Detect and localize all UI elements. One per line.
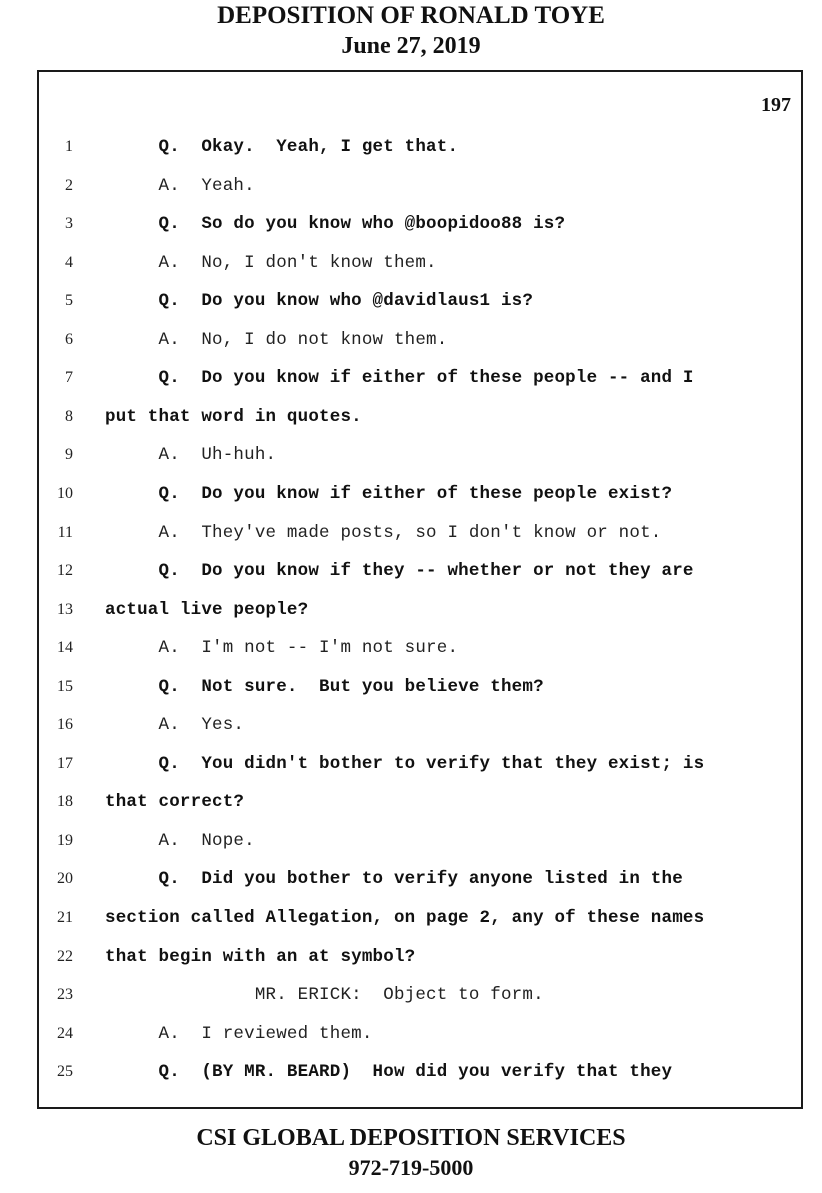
line-number: 12 xyxy=(57,562,73,580)
transcript-line xyxy=(39,668,801,706)
line-number: 13 xyxy=(57,600,73,618)
transcript-line xyxy=(39,976,801,1014)
line-number: 23 xyxy=(57,986,73,1004)
line-number: 15 xyxy=(57,677,73,695)
transcript-line xyxy=(39,706,801,744)
line-number: 16 xyxy=(57,716,73,734)
line-number: 3 xyxy=(65,215,73,233)
answer-text: A. No, I don't know them. xyxy=(105,252,437,273)
question-text: Q. (BY MR. BEARD) How did you verify that they xyxy=(105,1062,673,1083)
question-text: put that word in quotes. xyxy=(105,406,362,427)
line-number: 9 xyxy=(65,446,73,464)
transcript-line xyxy=(39,205,801,243)
transcript-line xyxy=(39,1053,801,1091)
line-number: 6 xyxy=(65,330,73,348)
question-text: section called Allegation, on page 2, any of these names xyxy=(105,908,705,928)
line-number: 24 xyxy=(57,1024,73,1042)
answer-text: A. Yeah. xyxy=(105,175,255,196)
line-number: 5 xyxy=(65,292,73,310)
transcript-line xyxy=(39,899,801,937)
line-number: 18 xyxy=(57,793,73,811)
line-number: 4 xyxy=(65,253,73,271)
page-number: 197 xyxy=(761,94,791,116)
line-number: 1 xyxy=(65,138,73,155)
question-text: that begin with an at symbol? xyxy=(105,946,416,967)
transcript-line xyxy=(39,128,801,166)
answer-text: MR. ERICK: Object to form. xyxy=(105,985,544,1006)
reporting-company: CSI GLOBAL DEPOSITION SERVICES xyxy=(196,1125,626,1151)
question-text: actual live people? xyxy=(105,599,309,620)
deposition-title: DEPOSITION OF RONALD TOYE xyxy=(217,2,605,29)
transcript-line xyxy=(39,1015,801,1053)
line-number: 21 xyxy=(57,909,73,926)
transcript-line xyxy=(39,321,801,359)
transcript-line xyxy=(39,436,801,474)
question-text: Q. You didn't bother to verify that they exist; is xyxy=(105,753,705,774)
transcript-line xyxy=(39,282,801,320)
question-text: Q. Not sure. But you believe them? xyxy=(105,676,544,697)
question-text: Q. Do you know if they -- whether or not they are xyxy=(105,561,694,582)
transcript-line xyxy=(39,244,801,282)
transcript-line xyxy=(39,514,801,552)
question-text: Q. Do you know if either of these people -- and I xyxy=(105,368,694,389)
question-text: Q. Okay. Yeah, I get that. xyxy=(105,137,459,157)
transcript-line xyxy=(39,938,801,976)
question-text: Q. Do you know if either of these people exist? xyxy=(105,483,673,504)
answer-text: A. Nope. xyxy=(105,830,255,851)
question-text: Q. So do you know who @boopidoo88 is? xyxy=(105,214,566,235)
transcript-line xyxy=(39,398,801,436)
transcript-line xyxy=(39,822,801,860)
answer-text: A. I'm not -- I'm not sure. xyxy=(105,638,459,659)
line-number: 19 xyxy=(57,831,73,849)
line-number: 22 xyxy=(57,947,73,965)
transcript-line xyxy=(39,359,801,397)
answer-text: A. No, I do not know them. xyxy=(105,329,448,350)
question-text: Q. Do you know who @davidlaus1 is? xyxy=(105,291,534,312)
transcript-line xyxy=(39,591,801,629)
question-text: Q. Did you bother to verify anyone listed in the xyxy=(105,869,683,890)
line-number: 20 xyxy=(57,870,73,888)
line-number: 2 xyxy=(65,176,73,194)
line-number: 17 xyxy=(57,754,73,772)
transcript-line xyxy=(39,475,801,513)
line-number: 25 xyxy=(57,1063,73,1081)
line-number: 14 xyxy=(57,639,73,657)
transcript-line xyxy=(39,629,801,667)
answer-text: A. They've made posts, so I don't know or not. xyxy=(105,522,662,543)
transcript-line xyxy=(39,167,801,205)
answer-text: A. I reviewed them. xyxy=(105,1023,373,1044)
answer-text: A. Uh-huh. xyxy=(105,445,277,466)
transcript-line xyxy=(39,552,801,590)
deposition-date: June 27, 2019 xyxy=(341,33,481,59)
line-number: 11 xyxy=(57,523,73,541)
line-number: 7 xyxy=(65,369,73,387)
question-text: that correct? xyxy=(105,792,245,813)
transcript-line xyxy=(39,745,801,783)
answer-text: A. Yes. xyxy=(105,715,245,736)
transcript-line xyxy=(39,860,801,898)
reporting-company-phone: 972-719-5000 xyxy=(348,1155,474,1180)
line-number: 10 xyxy=(57,484,73,502)
transcript-line xyxy=(39,783,801,821)
line-number: 8 xyxy=(65,407,73,425)
transcript-page xyxy=(37,70,803,1109)
